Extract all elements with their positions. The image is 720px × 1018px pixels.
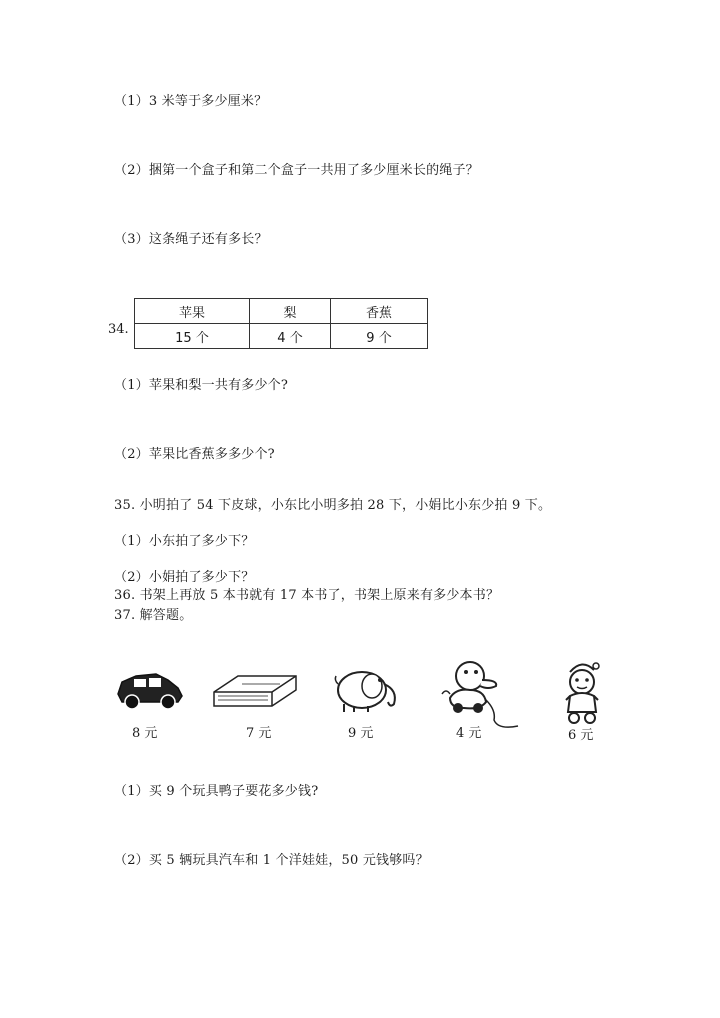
table-cell: 15 个 <box>135 324 250 349</box>
doll-icon <box>558 656 608 726</box>
table-header-cell: 香蕉 <box>331 299 428 324</box>
question-prev-1: （1）3 米等于多少厘米？ <box>114 94 268 109</box>
duck-icon <box>436 654 522 732</box>
table-header-cell: 梨 <box>250 299 331 324</box>
fruit-table <box>134 298 428 349</box>
question-37-sub1: （1）买 9 个玩具鸭子要花多少钱? <box>114 784 319 799</box>
question-37: 37. 解答题。 <box>114 608 193 623</box>
table-row <box>135 324 428 349</box>
question-prev-2: （2）捆第一个盒子和第二个盒子一共用了多少厘米长的绳子？ <box>114 163 479 178</box>
fruit-table-container <box>134 298 428 349</box>
pencil-case-icon <box>208 666 300 714</box>
table-header-cell: 苹果 <box>135 299 250 324</box>
elephant-icon <box>328 660 404 716</box>
question-35-sub1: （1）小东拍了多少下？ <box>114 534 255 549</box>
table-cell: 4 个 <box>250 324 331 349</box>
price-label: 6 元 <box>568 728 594 743</box>
price-label: 4 元 <box>456 726 482 741</box>
question-36: 36. 书架上再放 5 本书就有 17 本书了，书架上原来有多少本书？ <box>114 588 500 603</box>
question-34-sub1: （1）苹果和梨一共有多少个? <box>114 378 289 393</box>
price-label: 9 元 <box>348 726 374 741</box>
question-35: 35. 小明拍了 54 下皮球，小东比小明多拍 28 下，小娟比小东少拍 9 下。 <box>114 498 552 513</box>
table-header-row <box>135 299 428 324</box>
table-cell: 9 个 <box>331 324 428 349</box>
question-34-number: 34. <box>108 322 129 337</box>
price-label: 8 元 <box>132 726 158 741</box>
question-34-sub2: （2）苹果比香蕉多多少个? <box>114 447 275 462</box>
question-37-sub2: （2）买 5 辆玩具汽车和 1 个洋娃娃，50 元钱够吗？ <box>114 853 429 868</box>
car-icon <box>112 666 186 712</box>
question-prev-3: （3）这条绳子还有多长？ <box>114 232 268 247</box>
question-35-sub2: （2）小娟拍了多少下？ <box>114 570 255 585</box>
price-label: 7 元 <box>246 726 272 741</box>
